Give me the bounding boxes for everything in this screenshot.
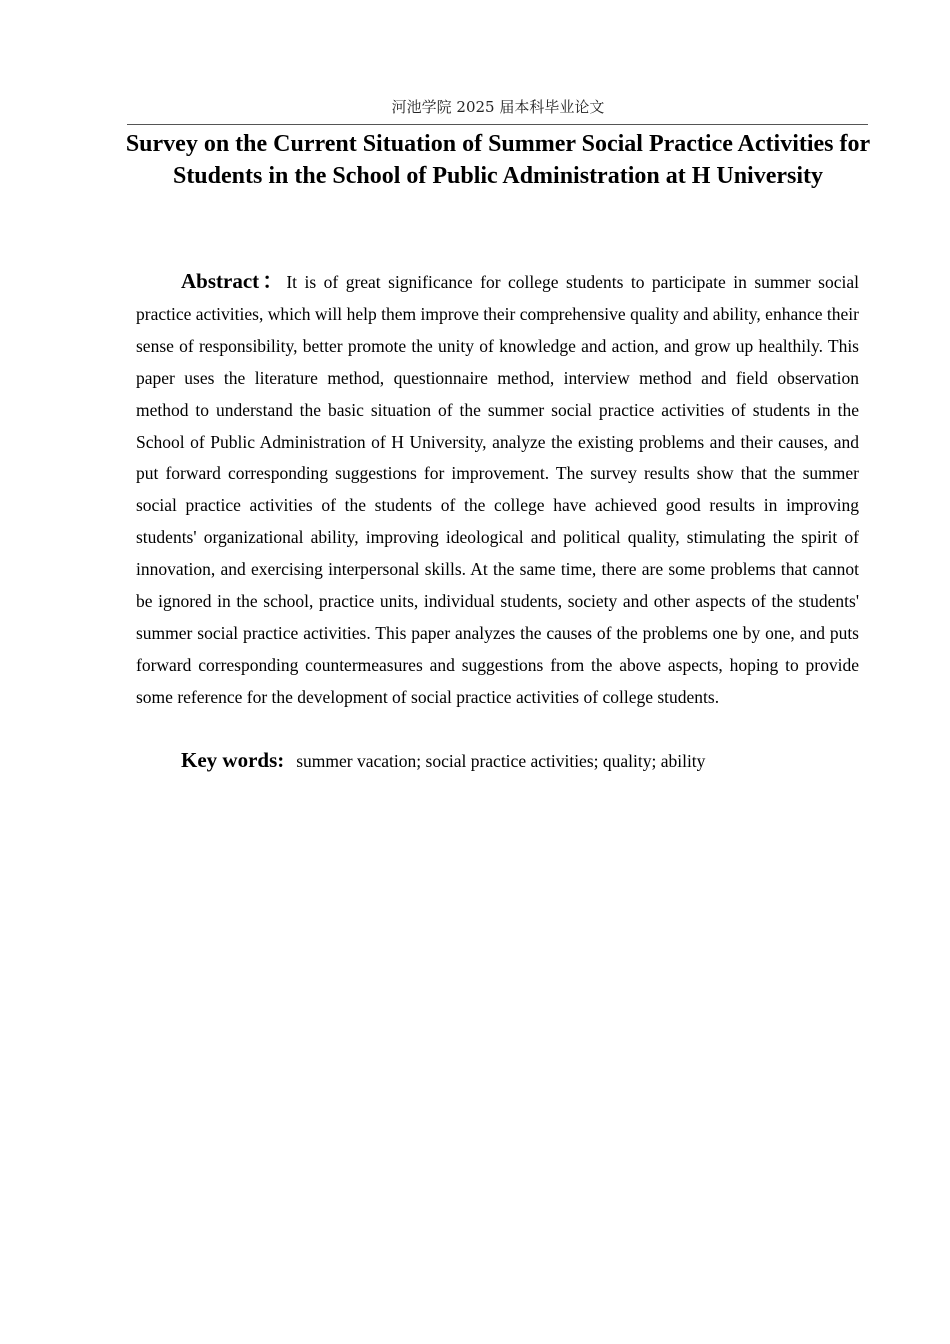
abstract-text: It is of great significance for college students to participate in summer social practice activities, which will help them improve their comprehensive quality and ability, enhance their sense of responsibility, better promote the unity of knowledge and action, and grow up healthily. This paper uses the literature method, questionnaire method, interview method and field observation method to understand the basic situation of the summer social practice activities of students in the School of Public Administration of H University, analyze the existing problems and their causes, and put forward corresponding suggestions for improvement. The survey results show that the summer social practice activities of the students of the college have achieved good results in improving students' organizational ability, improving ideological and political quality, stimulating the spirit of innovation, and exercising interpersonal skills. At the same time, there are some problems that cannot be ignored in the school, practice units, individual students, society and other aspects of the students' summer social practice activities. This paper analyzes the causes of the problems one by one, and puts forward corresponding countermeasures and suggestions from the above aspects, hoping to provide some reference for the development of social practice activities of college students. [136, 272, 859, 707]
abstract-paragraph [136, 266, 859, 714]
keywords-paragraph [136, 744, 859, 777]
abstract-label: Abstract： [181, 269, 287, 293]
keywords-text: summer vacation; social practice activities; quality; ability [296, 751, 706, 771]
running-header: 河池学院 2025 届本科毕业论文 [391, 98, 605, 116]
header-divider [127, 124, 868, 125]
paper-title: Survey on the Current Situation of Summer Social Practice Activities for Students in the School of Public Administration at H University [125, 131, 871, 189]
keywords-label: Key words: [181, 748, 285, 772]
